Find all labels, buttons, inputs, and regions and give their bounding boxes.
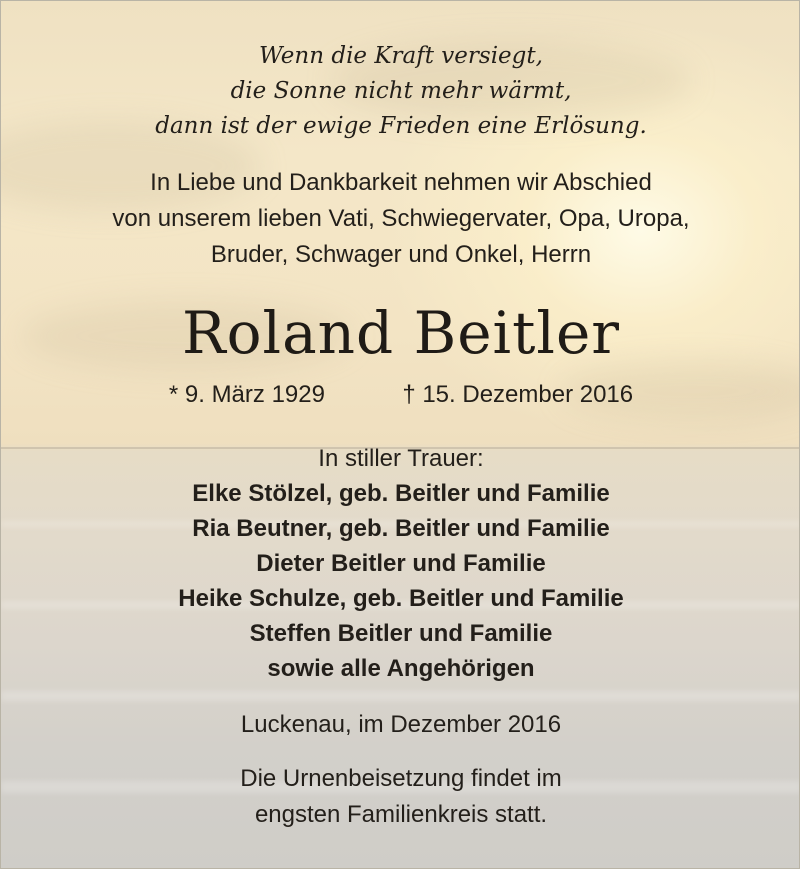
poem-line: Wenn die Kraft versiegt, (259, 43, 543, 69)
intro-line: In Liebe und Dankbarkeit nehmen wir Abschied (150, 169, 652, 196)
life-dates (1, 381, 800, 409)
mourner-name: Heike Schulze, geb. Beitler und Familie (178, 585, 624, 612)
mourner-name: Ria Beutner, geb. Beitler und Familie (192, 515, 610, 542)
intro-line: Bruder, Schwager und Onkel, Herrn (210, 241, 592, 268)
mourner-name: sowie alle Angehörigen (267, 655, 535, 682)
mourner-name: Elke Stölzel, geb. Beitler und Familie (192, 480, 610, 507)
birth-date: * 9. März 1929 (168, 381, 325, 408)
burial-note-line: engsten Familienkreis statt. (254, 801, 548, 828)
mourner-name: Dieter Beitler und Familie (256, 550, 546, 577)
mourners-heading: In stiller Trauer: (318, 445, 484, 472)
deceased-name: Roland Beitler (181, 299, 621, 367)
death-date: † 15. Dezember 2016 (402, 381, 634, 408)
intro-line: von unserem lieben Vati, Schwiegervater, Opa, Uropa, (112, 205, 690, 232)
poem-line: dann ist der ewige Frieden eine Erlösung. (155, 113, 647, 139)
poem-line: die Sonne nicht mehr wärmt, (230, 78, 572, 104)
burial-note-line: Die Urnenbeisetzung findet im (240, 765, 562, 792)
mourner-name: Steffen Beitler und Familie (249, 620, 553, 647)
place-and-date: Luckenau, im Dezember 2016 (240, 711, 562, 738)
water-reflection (1, 691, 800, 701)
